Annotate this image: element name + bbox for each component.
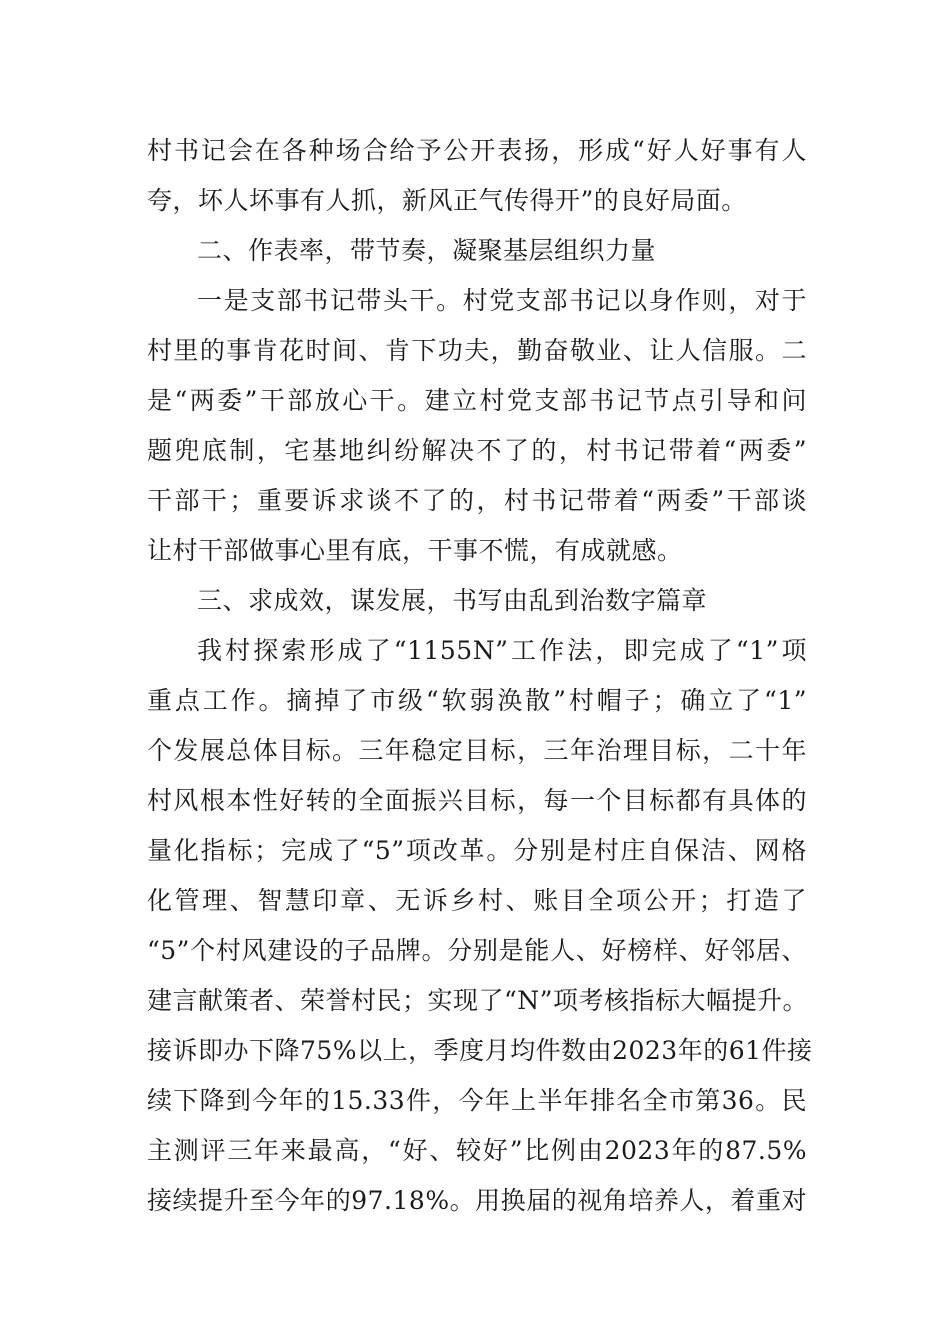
paragraph-line: 村里的事肯花时间、肯下功夫，勤奋敬业、让人信服。二 — [147, 336, 807, 365]
paragraph-line: 村书记会在各种场合给予公开表扬，形成“好人好事有人 — [147, 136, 807, 165]
paragraph-line: 重点工作。摘掉了市级“软弱涣散”村帽子；确立了“1” — [147, 686, 807, 715]
paragraph-line: 接续提升至今年的97.18%。用换届的视角培养人，着重对 — [147, 1186, 807, 1215]
paragraph-line: 题兜底制，宅基地纠纷解决不了的，村书记带着“两委” — [147, 436, 807, 465]
paragraph-line: 接诉即办下降75%以上，季度月均件数由2023年的61件接 — [147, 1036, 813, 1065]
paragraph-line: 我村探索形成了“1155N”工作法，即完成了“1”项 — [197, 636, 807, 665]
paragraph-line: “5”个村风建设的子品牌。分别是能人、好榜样、好邻居、 — [147, 936, 807, 965]
paragraph-line: 个发展总体目标。三年稳定目标，三年治理目标，二十年 — [147, 736, 807, 765]
paragraph-line: 化管理、智慧印章、无诉乡村、账目全项公开；打造了 — [147, 886, 807, 915]
paragraph-line: 村风根本性好转的全面振兴目标，每一个目标都有具体的 — [147, 786, 807, 815]
paragraph-line: 主测评三年来最高，“好、较好”比例由2023年的87.5% — [147, 1136, 807, 1165]
section-heading: 二、作表率，带节奏，凝聚基层组织力量 — [197, 236, 657, 265]
paragraph-line: 是“两委”干部放心干。建立村党支部书记节点引导和问 — [147, 386, 807, 415]
paragraph-line: 让村干部做事心里有底，干事不慌，有成就感。 — [147, 536, 683, 565]
paragraph-line: 量化指标；完成了“5”项改革。分别是村庄自保洁、网格 — [147, 836, 807, 865]
paragraph-line: 一是支部书记带头干。村党支部书记以身作则，对于 — [197, 286, 807, 315]
paragraph-line: 夸，坏人坏事有人抓，新风正气传得开”的良好局面。 — [147, 186, 747, 215]
paragraph-line: 干部干；重要诉求谈不了的，村书记带着“两委”干部谈 — [147, 486, 807, 515]
section-heading: 三、求成效，谋发展，书写由乱到治数字篇章 — [197, 586, 708, 615]
paragraph-line: 建言献策者、荣誉村民；实现了“N”项考核指标大幅提升。 — [147, 986, 808, 1015]
paragraph-line: 续下降到今年的15.33件，今年上半年排名全市第36。民 — [147, 1086, 807, 1115]
